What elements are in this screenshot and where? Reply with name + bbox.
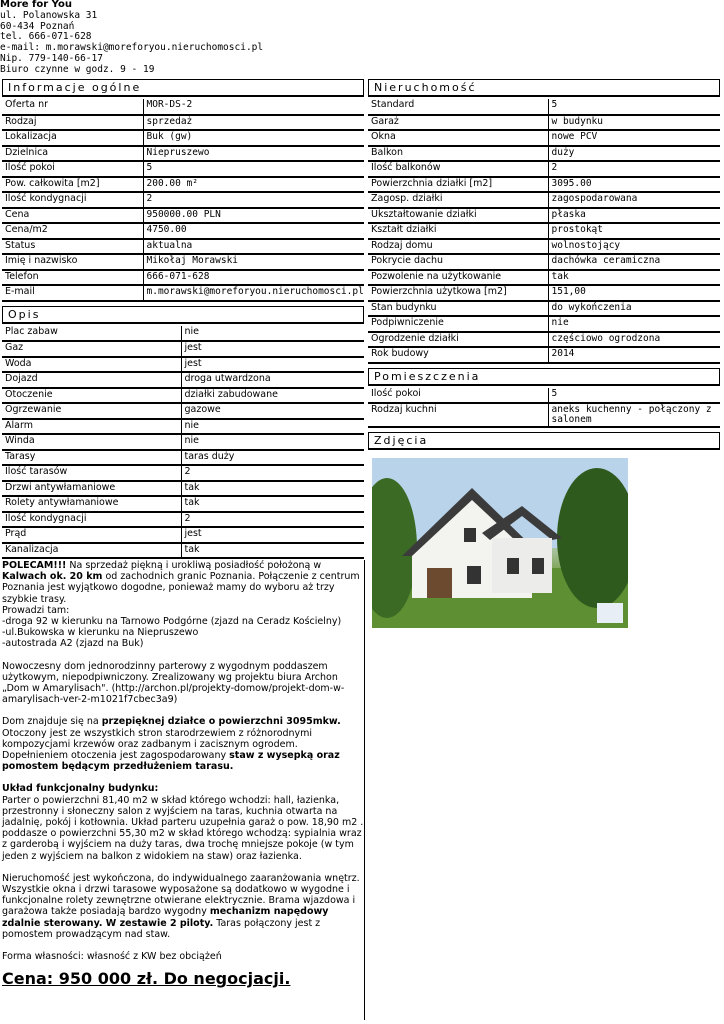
- section-heading-rooms: Pomieszczenia: [368, 368, 720, 386]
- opis-value: tak: [181, 481, 364, 497]
- general-row: [2, 239, 364, 255]
- property-label: Powierzchnia działki [m2]: [368, 177, 548, 193]
- rooms-row: [368, 403, 720, 427]
- agency-header: [0, 0, 263, 76]
- opis-table: [2, 326, 364, 560]
- opis-label: Ogrzewanie: [2, 403, 181, 419]
- property-label: Rodzaj domu: [368, 239, 548, 255]
- general-label: Lokalizacja: [2, 130, 143, 146]
- property-row: [368, 332, 720, 348]
- opis-value: nie: [181, 419, 364, 435]
- property-label: Okna: [368, 130, 548, 146]
- opis-label: Alarm: [2, 419, 181, 435]
- property-value: 2: [548, 161, 720, 177]
- property-row: [368, 347, 720, 363]
- opis-value: 2: [181, 512, 364, 528]
- rooms-row: [368, 388, 720, 404]
- general-value: Buk (gw): [143, 130, 364, 146]
- agency-nip: Nip. 779-140-66-17: [0, 52, 103, 64]
- opis-row: [2, 496, 364, 512]
- general-row: [2, 192, 364, 208]
- property-row: [368, 146, 720, 162]
- general-table: [2, 99, 364, 302]
- description-text: Dom znajduje się na: [2, 716, 102, 728]
- property-label: Balkon: [368, 146, 548, 162]
- opis-row: [2, 512, 364, 528]
- general-value: Niepruszewo: [143, 146, 364, 162]
- opis-label: Dojazd: [2, 372, 181, 388]
- description-bold-text: staw z wysepką oraz pomostem będącym przedłużeniem tarasu.: [2, 750, 340, 773]
- general-label: Ilość kondygnacji: [2, 192, 143, 208]
- opis-label: Gaz: [2, 341, 181, 357]
- property-row: [368, 208, 720, 224]
- opis-label: Otoczenie: [2, 388, 181, 404]
- property-label: Ukształtowanie działki: [368, 208, 548, 224]
- opis-row: [2, 357, 364, 373]
- general-value: MOR-DS-2: [143, 99, 364, 115]
- opis-label: Woda: [2, 357, 181, 373]
- description-line: -droga 92 w kierunku na Tarnowo Podgórne (zjazd na Ceradz Kościelny): [2, 616, 342, 628]
- property-label: Pozwolenie na użytkowanie: [368, 270, 548, 286]
- opis-row: [2, 543, 364, 559]
- general-row: [2, 270, 364, 286]
- agency-phone: tel. 666-071-628: [0, 31, 92, 43]
- property-row: [368, 285, 720, 301]
- property-row: [368, 115, 720, 131]
- property-row: [368, 239, 720, 255]
- property-value: prostokąt: [548, 223, 720, 239]
- property-row: [368, 223, 720, 239]
- opis-row: [2, 527, 364, 543]
- opis-label: Ilość kondygnacji: [2, 512, 181, 528]
- general-label: Oferta nr: [2, 99, 143, 115]
- opis-label: Ilość tarasów: [2, 465, 181, 481]
- general-label: Telefon: [2, 270, 143, 286]
- general-label: Rodzaj: [2, 115, 143, 131]
- description-plot: [2, 716, 364, 772]
- general-label: E-mail: [2, 285, 143, 301]
- general-value: 200.00 m²: [143, 177, 364, 193]
- general-row: [2, 146, 364, 162]
- general-row: [2, 223, 364, 239]
- property-row: [368, 301, 720, 317]
- property-value: 151,00: [548, 285, 720, 301]
- opis-row: [2, 450, 364, 466]
- opis-label: Kanalizacja: [2, 543, 181, 559]
- agency-name: More for You: [0, 0, 72, 10]
- general-value: 5: [143, 161, 364, 177]
- description-line: Prowadzi tam:: [2, 604, 70, 616]
- opis-row: [2, 372, 364, 388]
- property-label: Rok budowy: [368, 347, 548, 363]
- description-bold-text: Kalwach ok. 20 km: [2, 571, 103, 583]
- description-text: Na sprzedaż piękną i urokliwą posiadłość położoną w: [66, 560, 322, 571]
- description: [2, 560, 364, 989]
- property-value: wolnostojący: [548, 239, 720, 255]
- general-row: [2, 177, 364, 193]
- rooms-value: aneks kuchenny - połączony z salonem: [548, 403, 720, 427]
- column-divider: [364, 560, 365, 1020]
- rooms-label: Ilość pokoi: [368, 388, 548, 404]
- general-value: aktualna: [143, 239, 364, 255]
- opis-value: gazowe: [181, 403, 364, 419]
- description-text: od zachodnich granic Poznania. Połączenie z centrum Poznania jest wyjątkowo dogodne, ponieważ mamy do wyboru aż trzy szybkie trasy.: [2, 571, 360, 605]
- rooms-table: [368, 388, 720, 428]
- opis-value: działki zabudowane: [181, 388, 364, 404]
- property-row: [368, 161, 720, 177]
- property-label: Stan budynku: [368, 301, 548, 317]
- opis-row: [2, 481, 364, 497]
- right-column: [368, 79, 720, 452]
- opis-label: Drzwi antywłamaniowe: [2, 481, 181, 497]
- opis-row: [2, 434, 364, 450]
- description-text: Otoczony jest ze wszystkich stron starodrzewiem z różnorodnymi kompozycjami krzewów oraz zadbanym i zacisznym ogrodem. Dopełnieniem otoczenia jest zagospodarowany: [2, 727, 313, 762]
- opis-value: tak: [181, 543, 364, 559]
- opis-row: [2, 465, 364, 481]
- property-label: Pokrycie dachu: [368, 254, 548, 270]
- agency-email: e-mail: m.morawski@moreforyou.nieruchomosci.pl: [0, 42, 264, 54]
- general-label: Pow. całkowita [m2]: [2, 177, 143, 193]
- general-value: 950000.00 PLN: [143, 208, 364, 224]
- property-label: Kształt działki: [368, 223, 548, 239]
- property-value: 5: [548, 99, 720, 115]
- general-label: Imię i nazwisko: [2, 254, 143, 270]
- description-layout: [2, 783, 364, 861]
- opis-value: jest: [181, 527, 364, 543]
- general-value: 4750.00: [143, 223, 364, 239]
- opis-label: Tarasy: [2, 450, 181, 466]
- rooms-value: 5: [548, 388, 720, 404]
- left-column: [2, 79, 364, 559]
- property-row: [368, 99, 720, 115]
- property-value: duży: [548, 146, 720, 162]
- property-label: Zagosp. działki: [368, 192, 548, 208]
- property-value: płaska: [548, 208, 720, 224]
- price-headline: Cena: 950 000 zł. Do negocjacji.: [2, 969, 291, 989]
- general-row: [2, 254, 364, 270]
- general-row: [2, 161, 364, 177]
- property-label: Podpiwniczenie: [368, 316, 548, 332]
- general-value: Mikołaj Morawski: [143, 254, 364, 270]
- section-heading-general: Informacje ogólne: [2, 79, 364, 97]
- property-value: zagospodarowana: [548, 192, 720, 208]
- description-bold-text: Układ funkcjonalny budynku:: [2, 783, 159, 795]
- agency-city: 60-434 Poznań: [0, 20, 75, 32]
- property-value: do wykończenia: [548, 301, 720, 317]
- description-house: Nowoczesny dom jednorodzinny parterowy z wygodnym poddaszem użytkowym, niepodpiwniczony. Zrealizowany wg projektu biura Archon „Dom w Amarylisach". (http://archon.pl/projekty-domow/projekt-dom-w-amarylisach-ver-2-m1021f7cbec3a9): [2, 660, 345, 706]
- general-label: Cena: [2, 208, 143, 224]
- opis-value: nie: [181, 434, 364, 450]
- description-intro: [2, 560, 364, 650]
- general-row: [2, 208, 364, 224]
- general-row: [2, 99, 364, 115]
- description-ownership: Forma własności: własność z KW bez obciążeń: [2, 951, 222, 963]
- opis-value: jest: [181, 357, 364, 373]
- description-bold-text: przepięknej działce o powierzchni 3095mkw.: [101, 716, 341, 728]
- agency-hours: Biuro czynne w godz. 9 - 19: [0, 63, 155, 75]
- property-value: dachówka ceramiczna: [548, 254, 720, 270]
- property-value: nie: [548, 316, 720, 332]
- description-text: Taras połączony jest z pomostem prowadzącym nad staw.: [2, 917, 321, 940]
- opis-row: [2, 403, 364, 419]
- property-label: Garaż: [368, 115, 548, 131]
- opis-value: 2: [181, 465, 364, 481]
- property-row: [368, 192, 720, 208]
- opis-label: Rolety antywłamaniowe: [2, 496, 181, 512]
- opis-row: [2, 341, 364, 357]
- general-row: [2, 115, 364, 131]
- property-row: [368, 177, 720, 193]
- opis-value: nie: [181, 326, 364, 342]
- general-value: m.morawski@moreforyou.nieruchomosci.pl: [143, 285, 364, 301]
- property-value: 3095.00: [548, 177, 720, 193]
- property-value: w budynku: [548, 115, 720, 131]
- opis-row: [2, 388, 364, 404]
- property-value: 2014: [548, 347, 720, 363]
- opis-value: taras duży: [181, 450, 364, 466]
- general-value: 666-071-628: [143, 270, 364, 286]
- description-finish: [2, 873, 364, 940]
- property-label: Standard: [368, 99, 548, 115]
- house-image: [372, 458, 628, 628]
- section-heading-property: Nieruchomość: [368, 79, 720, 97]
- general-row: [2, 130, 364, 146]
- opis-row: [2, 419, 364, 435]
- opis-label: Prąd: [2, 527, 181, 543]
- opis-value: jest: [181, 341, 364, 357]
- property-row: [368, 270, 720, 286]
- property-label: Ogrodzenie działki: [368, 332, 548, 348]
- opis-label: Winda: [2, 434, 181, 450]
- opis-value: tak: [181, 496, 364, 512]
- property-value: częściowo ogrodzona: [548, 332, 720, 348]
- description-text: Nieruchomość jest wykończona, do indywidualnego zaaranżowania wnętrz. Wszystkie okna i drzwi tarasowe wyposażone są dodatkowo w wygodne i funkcjonalne rolety zewnętrzne otwierane elektrycznie. Brama wjazdowa i garażowa także posiadają bardzo wygodny: [2, 872, 360, 918]
- property-label: Powierzchnia użytkowa [m2]: [368, 285, 548, 301]
- description-bold-text: mechanizm napędowy zdalnie sterowany. W zestawie 2 piloty.: [2, 906, 329, 929]
- property-label: Ilość balkonów: [368, 161, 548, 177]
- property-row: [368, 130, 720, 146]
- general-label: Cena/m2: [2, 223, 143, 239]
- opis-label: Plac zabaw: [2, 326, 181, 342]
- section-heading-photos: Zdjęcia: [368, 432, 720, 450]
- property-value: nowe PCV: [548, 130, 720, 146]
- property-row: [368, 316, 720, 332]
- property-row: [368, 254, 720, 270]
- rooms-label: Rodzaj kuchni: [368, 403, 548, 427]
- description-bold-text: POLECAM!!!: [2, 560, 67, 571]
- opis-value: droga utwardzona: [181, 372, 364, 388]
- general-value: 2: [143, 192, 364, 208]
- opis-row: [2, 326, 364, 342]
- general-row: [2, 285, 364, 301]
- section-heading-opis: Opis: [2, 306, 364, 324]
- property-value: tak: [548, 270, 720, 286]
- property-photo: [372, 458, 628, 628]
- general-label: Status: [2, 239, 143, 255]
- property-table: [368, 99, 720, 364]
- general-label: Dzielnica: [2, 146, 143, 162]
- description-line: -autostrada A2 (zjazd na Buk): [2, 638, 144, 650]
- description-line: -ul.Bukowska w kierunku na Niepruszewo: [2, 627, 199, 639]
- general-value: sprzedaż: [143, 115, 364, 131]
- description-text: Parter o powierzchni 81,40 m2 w skład którego wchodzi: hall, łazienka, przestronny i słoneczny salon z wyjściem na taras, kuchnia otwarta na jadalnię, pokój i kotłownia. Układ parteru uzupełnia garaż o pow. 18,90 m2 . poddasze o powierzchni 55,30 m2 w skład którego wchodzą: sypialnia wraz z garderobą i wyjściem na duży taras, dwa trochę mniejsze pokoje (w tym jeden z wyjściem na balkon z widokiem na staw) oraz łazienka.: [2, 794, 364, 862]
- general-label: Ilość pokoi: [2, 161, 143, 177]
- agency-street: ul. Polanowska 31: [0, 9, 98, 21]
